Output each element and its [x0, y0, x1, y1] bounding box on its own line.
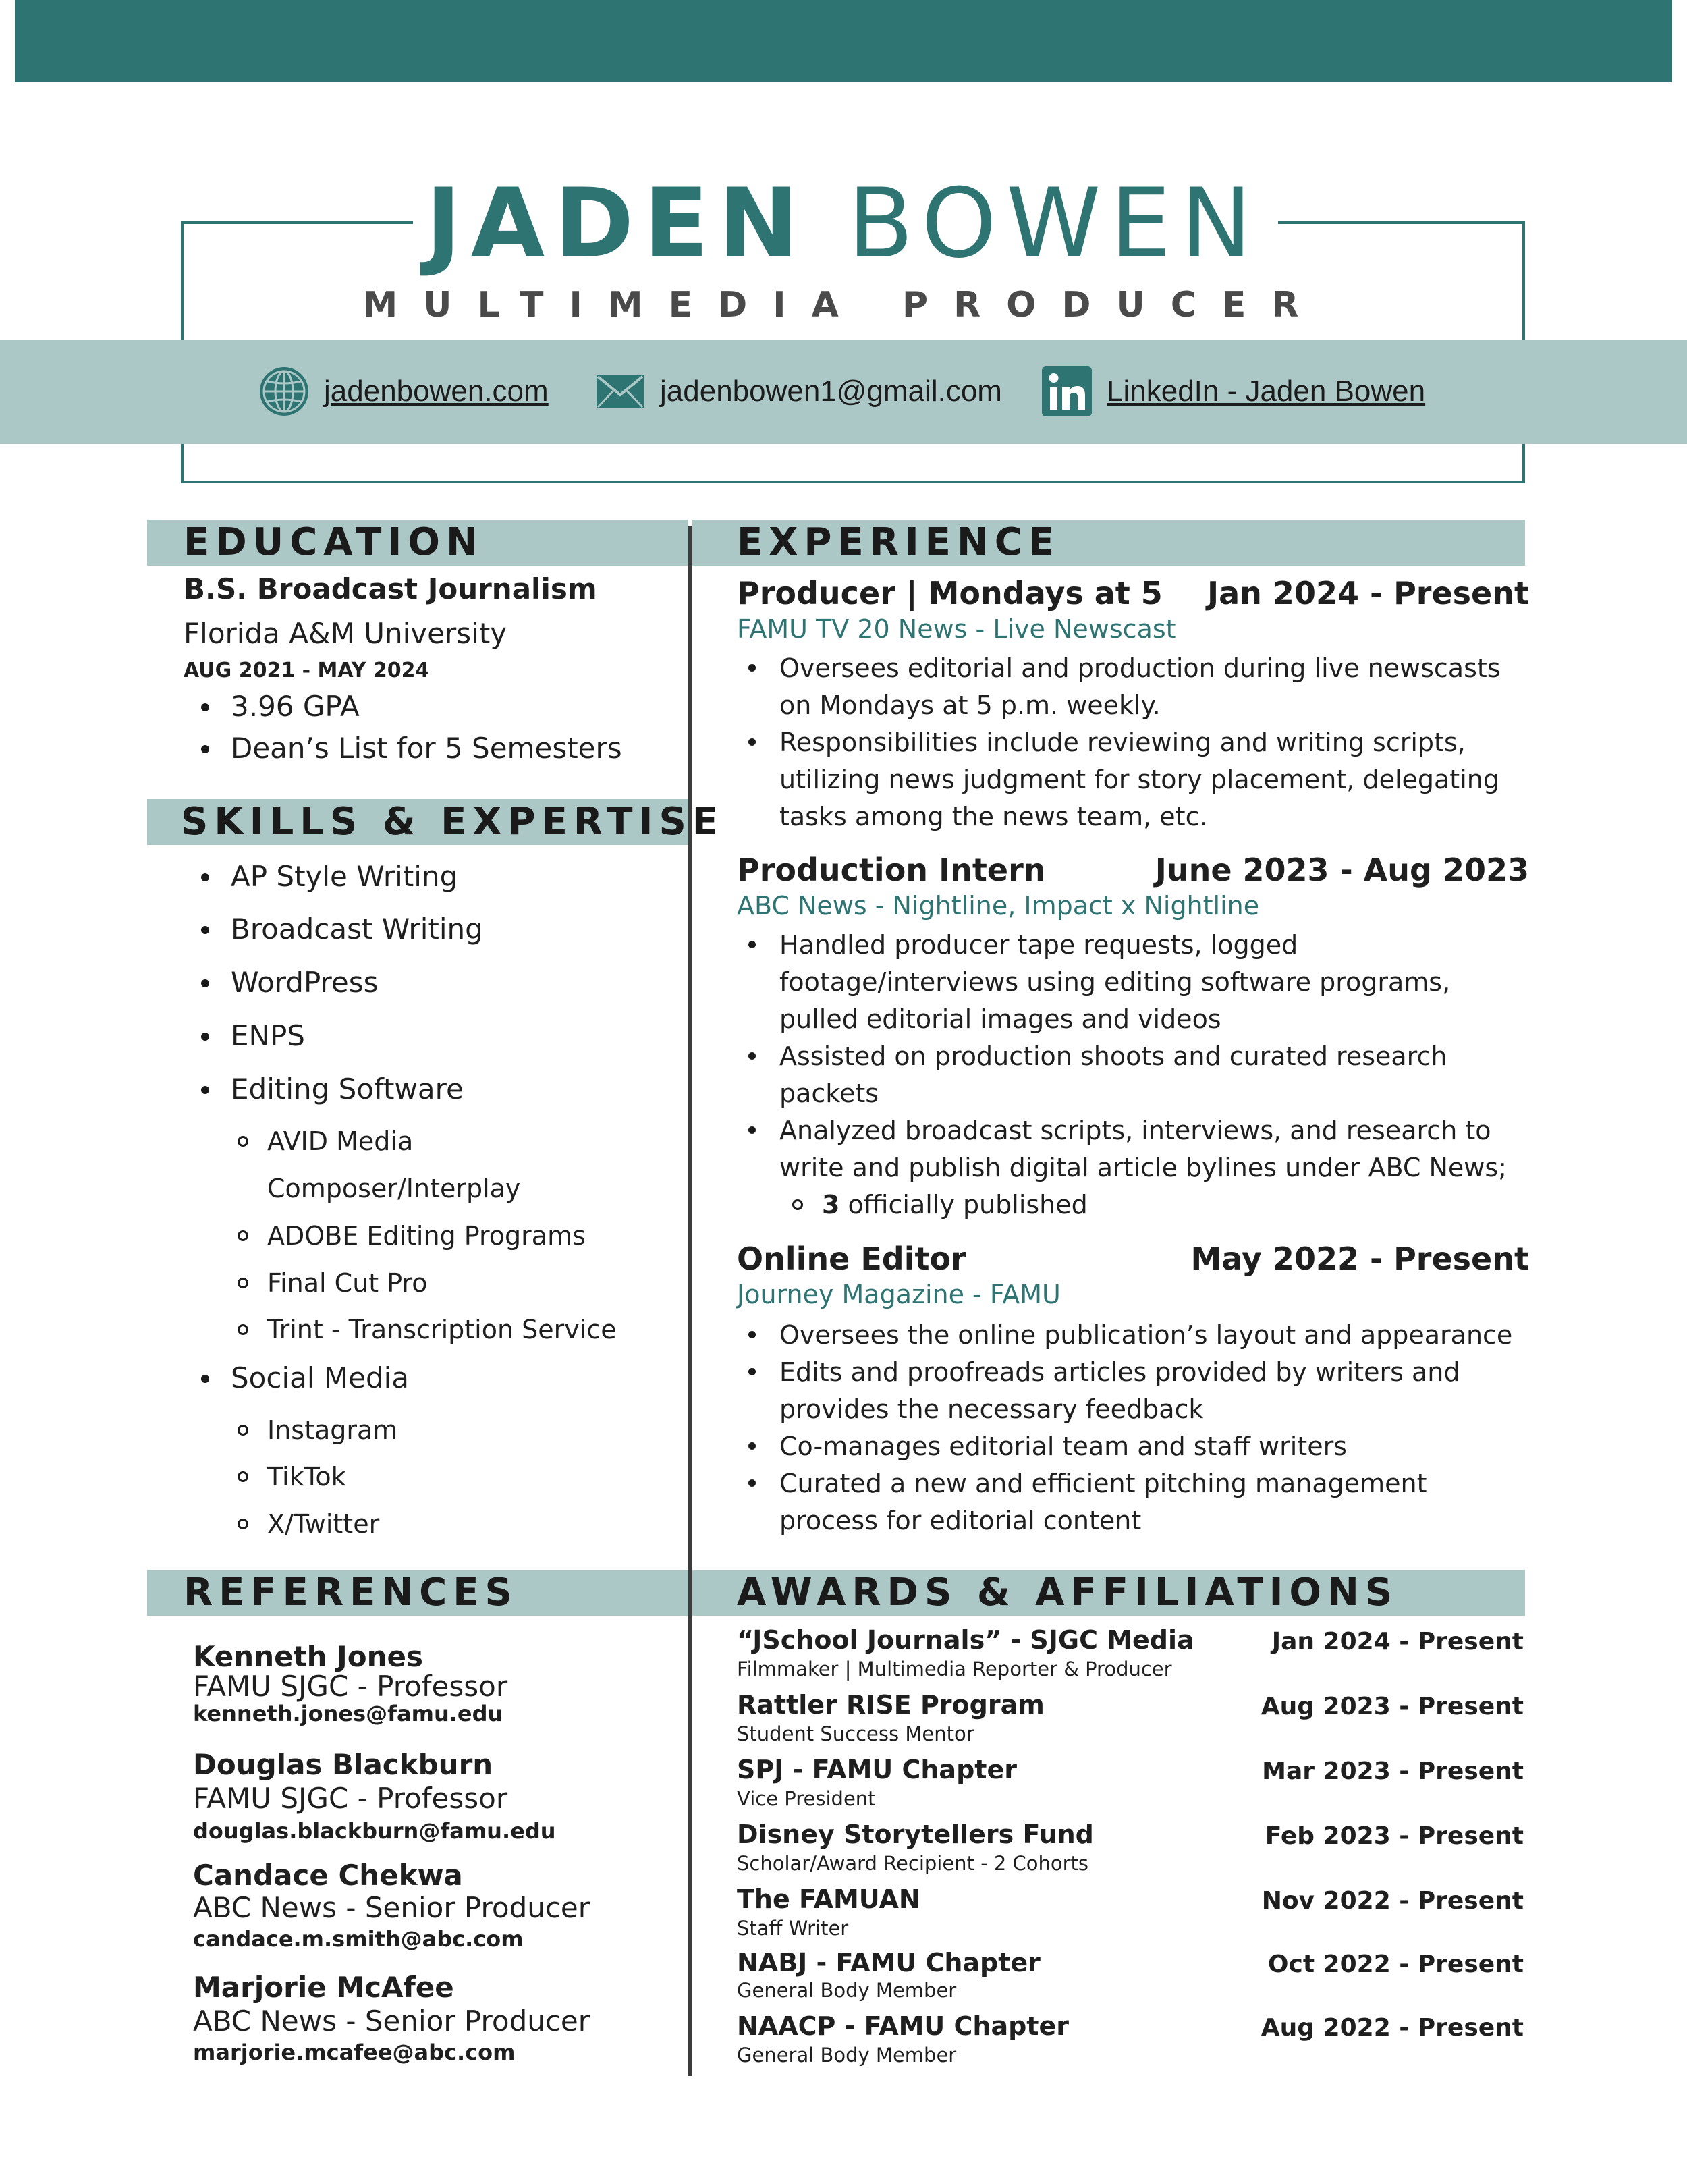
- sub-list-item: Trint - Transcription Service: [267, 1315, 617, 1344]
- job-organization: FAMU TV 20 News - Live Newscast: [737, 614, 1176, 644]
- sub-list-item: TikTok: [267, 1462, 346, 1492]
- sub-list-item: AVID Media: [267, 1126, 414, 1156]
- award-role: General Body Member: [737, 1979, 957, 2002]
- job-title: Production Intern: [737, 852, 1046, 888]
- award-dates: Feb 2023 - Present: [1265, 1822, 1524, 1850]
- job-title: Producer | Mondays at 5: [737, 575, 1163, 611]
- award-title: SPJ - FAMU Chapter: [737, 1755, 1017, 1784]
- list-item-continuation: pulled editorial images and videos: [779, 1004, 1221, 1034]
- published-text: officially published: [839, 1190, 1088, 1220]
- candidate-name: [0, 170, 1687, 278]
- linkedin-link[interactable]: LinkedIn - Jaden Bowen: [1107, 375, 1426, 408]
- list-item: ENPS: [231, 1019, 305, 1052]
- award-title: NABJ - FAMU Chapter: [737, 1948, 1041, 1977]
- linkedin-icon: [1041, 365, 1093, 418]
- list-item: Oversees the online publication’s layout and appearance: [779, 1320, 1513, 1350]
- award-title: The FAMUAN: [737, 1884, 920, 1914]
- reference-email: kenneth.jones@famu.edu: [193, 1701, 503, 1726]
- education-dates: AUG 2021 - MAY 2024: [184, 659, 430, 682]
- list-item: Assisted on production shoots and curated research: [779, 1041, 1447, 1071]
- reference-role: ABC News - Senior Producer: [193, 2004, 590, 2038]
- sub-list-item: ADOBE Editing Programs: [267, 1221, 586, 1251]
- column-divider: [688, 526, 692, 2076]
- award-role: General Body Member: [737, 2044, 957, 2067]
- job-dates: May 2022 - Present: [1190, 1240, 1529, 1277]
- header-frame-line: [181, 481, 1525, 483]
- list-item-continuation: packets: [779, 1079, 879, 1108]
- list-item: Broadcast Writing: [231, 912, 483, 946]
- award-role: Student Success Mentor: [737, 1722, 974, 1745]
- list-item: Editing Software: [231, 1072, 464, 1105]
- award-title: “JSchool Journals” - SJGC Media: [737, 1625, 1194, 1655]
- last-name: BOWEN: [848, 168, 1262, 279]
- job-headline: MULTIMEDIA PRODUCER: [362, 285, 1325, 325]
- award-title: NAACP - FAMU Chapter: [737, 2011, 1069, 2041]
- list-item: Social Media: [231, 1361, 410, 1394]
- reference-role: FAMU SJGC - Professor: [193, 1670, 508, 1703]
- list-item-continuation: process for editorial content: [779, 1506, 1142, 1535]
- job-organization: ABC News - Nightline, Impact x Nightline: [737, 891, 1260, 921]
- award-role: Filmmaker | Multimedia Reporter & Producer: [737, 1658, 1172, 1681]
- list-item: AP Style Writing: [231, 860, 458, 893]
- list-item-continuation: on Mondays at 5 p.m. weekly.: [779, 690, 1161, 720]
- list-item: Dean’s List for 5 Semesters: [231, 732, 622, 765]
- award-dates: Mar 2023 - Present: [1262, 1757, 1524, 1785]
- email-contact[interactable]: [594, 366, 1002, 417]
- globe-icon: [258, 365, 310, 418]
- list-item: Edits and proofreads articles provided by writers and: [779, 1357, 1460, 1387]
- reference-role: FAMU SJGC - Professor: [193, 1782, 508, 1815]
- reference-name: Candace Chekwa: [193, 1859, 463, 1892]
- degree: B.S. Broadcast Journalism: [184, 572, 597, 605]
- sub-list-item: Instagram: [267, 1415, 398, 1445]
- award-dates: Nov 2022 - Present: [1261, 1887, 1524, 1915]
- top-accent-band: [15, 0, 1672, 82]
- job-dates: Jan 2024 - Present: [1207, 575, 1529, 611]
- reference-role: ABC News - Senior Producer: [193, 1891, 590, 1924]
- skills-heading: SKILLS & EXPERTISE: [181, 800, 725, 844]
- list-item: Analyzed broadcast scripts, interviews, and research to: [779, 1116, 1491, 1145]
- list-item-continuation: utilizing news judgment for story placement, delegating: [779, 765, 1499, 794]
- reference-email: douglas.blackburn@famu.edu: [193, 1818, 556, 1844]
- job-title: Online Editor: [737, 1240, 966, 1277]
- education-heading: EDUCATION: [184, 520, 484, 564]
- experience-heading: EXPERIENCE: [737, 520, 1061, 564]
- reference-name: Douglas Blackburn: [193, 1748, 493, 1781]
- job-organization: Journey Magazine - FAMU: [737, 1280, 1061, 1309]
- references-heading: REFERENCES: [184, 1571, 518, 1614]
- list-item: Oversees editorial and production during live newscasts: [779, 653, 1501, 683]
- award-title: Disney Storytellers Fund: [737, 1820, 1094, 1849]
- award-role: Staff Writer: [737, 1917, 849, 1940]
- job-dates: June 2023 - Aug 2023: [1155, 852, 1529, 888]
- award-title: Rattler RISE Program: [737, 1690, 1045, 1720]
- award-dates: Jan 2024 - Present: [1271, 1628, 1524, 1656]
- envelope-icon: [594, 365, 646, 418]
- list-item: Co-manages editorial team and staff writers: [779, 1431, 1347, 1461]
- list-item-continuation: footage/interviews using editing software programs,: [779, 967, 1451, 997]
- email-address[interactable]: jadenbowen1@gmail.com: [660, 375, 1002, 408]
- award-dates: Aug 2023 - Present: [1261, 1693, 1524, 1720]
- reference-email: marjorie.mcafee@abc.com: [193, 2040, 516, 2065]
- reference-name: Marjorie McAfee: [193, 1971, 454, 2004]
- published-count: 3: [822, 1190, 840, 1220]
- school: Florida A&M University: [184, 617, 507, 650]
- list-item: Handled producer tape requests, logged: [779, 930, 1298, 960]
- award-role: Scholar/Award Recipient - 2 Cohorts: [737, 1852, 1089, 1875]
- list-item: WordPress: [231, 966, 379, 999]
- award-role: Vice President: [737, 1787, 876, 1810]
- reference-email: candace.m.smith@abc.com: [193, 1926, 524, 1952]
- award-dates: Aug 2022 - Present: [1261, 2014, 1524, 2042]
- sub-list-item: [822, 1189, 1088, 1220]
- website-link[interactable]: jadenbowen.com: [324, 375, 549, 408]
- linkedin-contact[interactable]: [1041, 366, 1425, 417]
- award-dates: Oct 2022 - Present: [1267, 1950, 1524, 1978]
- list-item: Responsibilities include reviewing and writing scripts,: [779, 728, 1466, 757]
- list-item-continuation: provides the necessary feedback: [779, 1394, 1204, 1424]
- sub-list-item: X/Twitter: [267, 1509, 380, 1539]
- list-item-continuation: tasks among the news team, etc.: [779, 802, 1208, 831]
- website-contact[interactable]: [258, 366, 549, 417]
- reference-name: Kenneth Jones: [193, 1640, 424, 1673]
- sub-list-item: Composer/Interplay: [267, 1174, 521, 1203]
- awards-heading: AWARDS & AFFILIATIONS: [737, 1571, 1399, 1614]
- sub-list-item: Final Cut Pro: [267, 1268, 428, 1298]
- list-item: 3.96 GPA: [231, 690, 360, 723]
- list-item-continuation: write and publish digital article bylines under ABC News;: [779, 1153, 1507, 1182]
- first-name: JADEN: [425, 168, 808, 279]
- list-item: Curated a new and efficient pitching management: [779, 1469, 1427, 1498]
